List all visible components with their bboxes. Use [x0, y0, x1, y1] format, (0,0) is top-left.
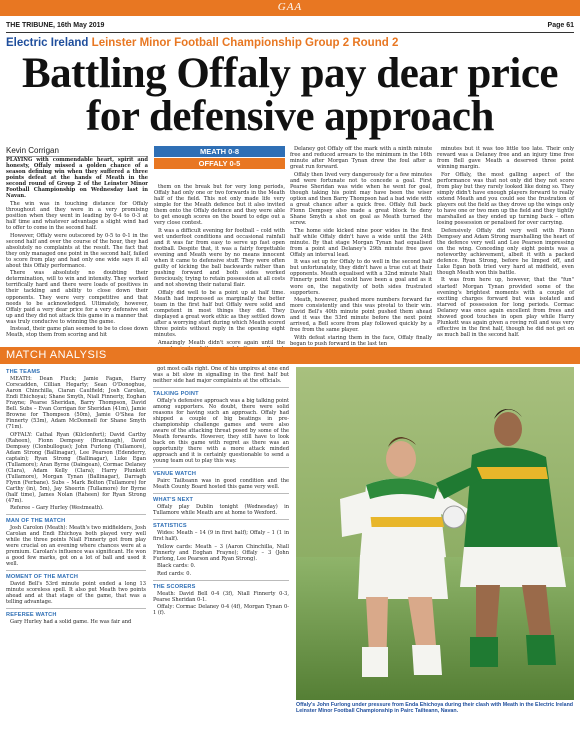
section-rule: [6, 570, 146, 571]
analysis-heading: MAN OF THE MATCH: [6, 518, 66, 524]
kicker-sponsor: Electric Ireland: [6, 37, 89, 49]
match-photo-illustration: [296, 367, 574, 700]
analysis-heading: THE SCORERS: [153, 583, 196, 590]
analysis-paragraph: Wides: Meath – 14 (9 in first half); Offaly – 1 (1 in first half).: [153, 530, 289, 542]
analysis-paragraph: Yellow cards: Meath – 3 (Aaron Chinchilla, Niall Finnerty and Eoghan Frayne); Offaly – 3 (John Furlong, Lee Pearson and Ryan Strong).: [153, 543, 289, 562]
article-paragraph: It was from here up, however, that the "fun" started! Morgan Tynan provided some of the evening's brightest moments with a couple of exciting charges forward but was isolated and starved of possession for long periods. Cormac Delaney was once again excellent from frees and showed good touches in open play while Harry Plunkett was again given a roving roll and was very effective in the first half, though he did not get on as much ball in the second half.: [437, 277, 574, 338]
football-icon: [443, 506, 465, 528]
section-rule: [153, 467, 289, 468]
analysis-paragraph: Pairc Tailteann was in good condition and the Meath County Board hosted this game very well.: [153, 478, 289, 490]
analysis-paragraph: Offaly play Dublin tonight (Wednesday) in Tullamore while Meath are at home to Wexford.: [153, 504, 289, 516]
match-photo: [296, 367, 574, 700]
section-rule: [153, 580, 289, 581]
score-meath: MEATH 0-8: [154, 146, 285, 157]
article-paragraph: Defensively Offaly did very well with Fionn Dempsey and Adam Strong marshalling the heart of the defence very well and Lee Pearson impressing on the wing. Conceding only eight points was a noteworthy achievement, albeit it with a packed defence. Ryan Strong, before he limped off, and Luke Egan both tried very hard at midfield, even though Meath won this battle.: [437, 227, 574, 276]
analysis-heading: STATISTICS: [153, 523, 187, 529]
analysis-heading: MOMENT OF THE MATCH: [6, 574, 79, 580]
analysis-paragraph: Offaly: Cormac Delaney 0-4 (4f), Morgan Tynan 0-1 (f).: [153, 604, 289, 616]
kicker-competition: Leinster Minor Football Championship Group 2 Round 2: [91, 37, 399, 49]
scorebox: [154, 146, 285, 169]
match-analysis-column-1: [6, 366, 146, 730]
article-paragraph: them on the break but for very long periods, Offaly had only one or two forwards in the Meath half of the field. This not only made life very simple for the Meath defence but it also invited them onto the Offaly defence and they were able to get enough scores on the board to edge out a very close contest.: [154, 184, 285, 227]
article-paragraph: Offaly then lived very dangerously for a few minutes and were fortunate not to concede a goal. First Pearse Sheridan was wide when he went for goal, though taking his point may have been the wiser option and then Barry Thompson had a bad wide with a great chance after a quick free. Offaly full back Fionn Dempsey also made a great block to deny Shane Smyth a shot on goal as Meath turned the screw.: [290, 171, 432, 227]
article-paragraph: It was set up for Offaly to do well in the second half but unfortunately, they didn't have a true cut at their opponents. Meath equalised with a 32nd minute Niall Finnerty point that could have been a goal and as it wore on, the negativity of both sides frustrated supporters.: [290, 259, 432, 296]
article-paragraph: minutes but it was too little too late. Their only reward was a Delaney free and an injury time free from Bell gave Meath a deserved three point winning margin.: [437, 146, 574, 171]
folio-date: THE TRIBUNE, 16th May 2019: [6, 22, 105, 29]
analysis-heading: WHAT'S NEXT: [153, 497, 194, 503]
article-paragraph: Meath, however, pushed more numbers forward far more consistently and this was pivotal to their win. David Bell's 40th minute point pushed them ahead and it was the 53rd minute before the next point arrived, a Bell score from play followed quickly by a free from the same player.: [290, 297, 432, 334]
analysis-heading: VENUE WATCH: [153, 471, 197, 477]
analysis-heading: TALKING POINT: [153, 391, 199, 397]
kicker: [6, 37, 398, 49]
folio-rule: [6, 32, 574, 33]
article-paragraph: However, Offaly were outscored by 0-5 to 0-1 in the second half and over the course of the hour, they had absolutely no complaints at the result. The fact that they only managed one point in the second half, failed to score from play and had only one wide says it all about this Offaly performance.: [6, 232, 148, 269]
analysis-heading: THE TEAMS: [6, 369, 41, 375]
article-column-4: [437, 146, 574, 339]
article-column-2: [154, 184, 285, 346]
section-rule: [153, 493, 289, 494]
analysis-paragraph: Josh Carolon (Meath): Meath's two midfielders, Josh Carolan and Endi Ehichoya both played very well while the three points Niall Finnerty got from play were crucial on an evening where chances were at a premium. Carolan's influence was significant. He won a good few marks, got on a lot of ball and used it well.: [6, 525, 146, 567]
article-paragraph: Amazingly Meath didn't score again until the: [158, 339, 285, 346]
analysis-paragraph: got most calls right. One of his umpires at one end was a bit slow in signalling in the first half but neither side had major complaints at the officials.: [153, 366, 289, 384]
article-paragraph: PLAYING with commendable heart, spirit and honesty, Offaly missed a golden chance of a season defining win when they suffered a three points defeat at the hands of Meath in the second round of Group 2 of the Leinster Minor Football Championship on Wednesday last in Navan.: [6, 157, 148, 200]
analysis-paragraph: Referee – Gary Hurley (Westmeath).: [10, 505, 104, 511]
headline: Battling Offaly pay dear price for defensive approach: [21, 50, 558, 140]
section-label: GAA: [277, 1, 303, 13]
folio-page: Page 61: [547, 22, 574, 29]
analysis-paragraph: Red cards: 0.: [157, 570, 192, 577]
article-column-3: [290, 146, 432, 347]
article-paragraph: For Offaly, the most galling aspect of the performance was that not only did they not score from play but they rarely looked like doing so. They simply didn't have enough players forward to really extend Meath and you could see the frustration of players out the field as they drove up the wings only to have one or two men up the field and they tightly marshalled as they ended up turning back – often losing possession or penalised for over carrying.: [437, 171, 574, 227]
photo-caption: Offaly's John Furlong under pressure from Enda Ehichoya during their clash with Meath in the Electric Ireland Leinster Minor Football Championship in Pairc Tailteann, Navan.: [296, 702, 574, 715]
analysis-paragraph: Meath: David Bell 0-4 (3f), Niall Finnerty 0-3, Pearse Sheridan 0-1.: [153, 590, 289, 603]
analysis-paragraph: Offaly's defensive approach was a big talking point among supporters. No doubt, there were solid reasons for having such an approach. Offaly had shipped a couple of big beatings in pre-championship challenge games and were also aware of the attacking threat posed by some of the Meath forwards. However, they still have to look back on this game with regret as there was an opportunity there with a more attack minded approach and it is certainly questionable to send a young team out to play this way.: [153, 398, 289, 464]
match-analysis-column-2: [153, 366, 289, 730]
score-offaly: OFFALY 0-5: [154, 158, 285, 169]
article-paragraph: The home side kicked nine poor wides in the first half while Offaly didn't have a wide until the 24th minute. By that stage Morgan Tynan had equalised from a point and Delaney's 29th minute free gave Offaly an interval lead.: [290, 227, 432, 258]
analysis-paragraph: MEATH: Dean Fluck; Jamie Fagan, Harry Corscadden, Cillian Hegarty; Sean O'Donoghue, Aaron Chinchilla, Ciaran Caulfield; Josh Carolan, Endi Ehichoyai; Shane Smyth, Niall Finnerty, Eoghan Frayne; Pearse Sheridan, Barry Thompson, David Bell. Subs – Evan Corrigan for Sheridan (41m), Jamie Browne for Thompson (50m), Jamie O'Shea for Finnerty (53m), Adam McDonnell for Shane Smyth (71m).: [6, 376, 146, 430]
section-rule: [6, 514, 146, 515]
article-paragraph: The win was in touching distance for Offaly throughout and they were in a very promising position when they went in leading by 0-4 to 0-3 at half time and whatever advantage a slight wind had to offer to come in the second half.: [6, 200, 148, 232]
section-rule: [6, 608, 146, 609]
article-paragraph: Offaly did well to be a point up at half time. Meath had impressed as marginally the better team in the first half but Offaly were solid and competent in most things they did. They displayed a great work ethic as they settled down after a worrying start during which Meath scored three points without reply in the opening eight minutes.: [154, 289, 285, 339]
analysis-paragraph: David Bell's 53rd minute point ended a long 13 minute scoreless spell. It also put Meath two points ahead and at that stage of the game, that was a telling advantage.: [6, 581, 146, 605]
article-paragraph: Delaney got Offaly off the mark with a ninth minute free and reduced arrears to the minimum in the 16th minute after Morgan Tynan drew the foul after a great run forward.: [290, 146, 432, 171]
analysis-heading: REFEREE WATCH: [6, 612, 57, 618]
byline: Kevin Corrigan: [6, 146, 148, 157]
section-rule: [153, 387, 289, 388]
section-rule: [153, 519, 289, 520]
analysis-paragraph: OFFALY: Cathal Ryan (Kilclonfert); David Carthy (Raheen), Fionn Dempsey (Bracknagh), David Dempsey (Clonbullogue); John Furlong (Tullamore), Adam Strong (Ballinagar), Lee Pearson (Edenderry, captain); Ryan Strong (Ballinagar), Luke Egan (Tullamore); Aran Byrne (Daingean), Cormac Delaney (Clara), Adam Kelly (Clara); Harry Plunkett (Tullamore), Morgan Tynan (Ballinagar), Darragh Flynn (Ferbane). Subs – Mark Bolton (Tullamore) for Carthy (in), 5m), Jay Sheerin (Tullamore) for Byrne (half time), James Nolan (Raheen) for Ryan Strong (47m).: [6, 431, 146, 504]
article-paragraph: There was absolutely no doubting their determination, will to win and intensity. They worked terrifically hard and there were loads of positives in their tackling and ability to close down their opponents. They were very competitive and that needs to be acknowledged. Ultimately, however, Offaly paid a very dear price for a very defensive set up and they did not attack this game in a manner that was truly conducive to winning the game.: [6, 270, 148, 325]
match-analysis-title: MATCH ANALYSIS: [6, 349, 107, 361]
article-column-1: [6, 157, 148, 339]
article-paragraph: With defeat staring them in the face, Offaly finally began to push forward in the last ten: [290, 334, 432, 347]
analysis-paragraph: Gary Hurley had a solid game. He was fair and: [10, 619, 132, 625]
article-paragraph: Instead, their game plan seemed to be to close down Meath, stop them from scoring and hit: [6, 326, 148, 339]
analysis-paragraph: Black cards: 0.: [157, 563, 196, 569]
article-paragraph: It was a difficult evening for football – cold with wet underfoot conditions and occasional rainfall and it was far from easy to serve up fast open football. Despite that, it was a fairly forgettable evening and Meath were by no means innocent when it came to defensive stuff. They were often guilty of kicking the ball backwards rather than pushing forward and both sides worked ferociously, trying to retain possession at all costs and not showing their natural flair.: [154, 227, 285, 289]
